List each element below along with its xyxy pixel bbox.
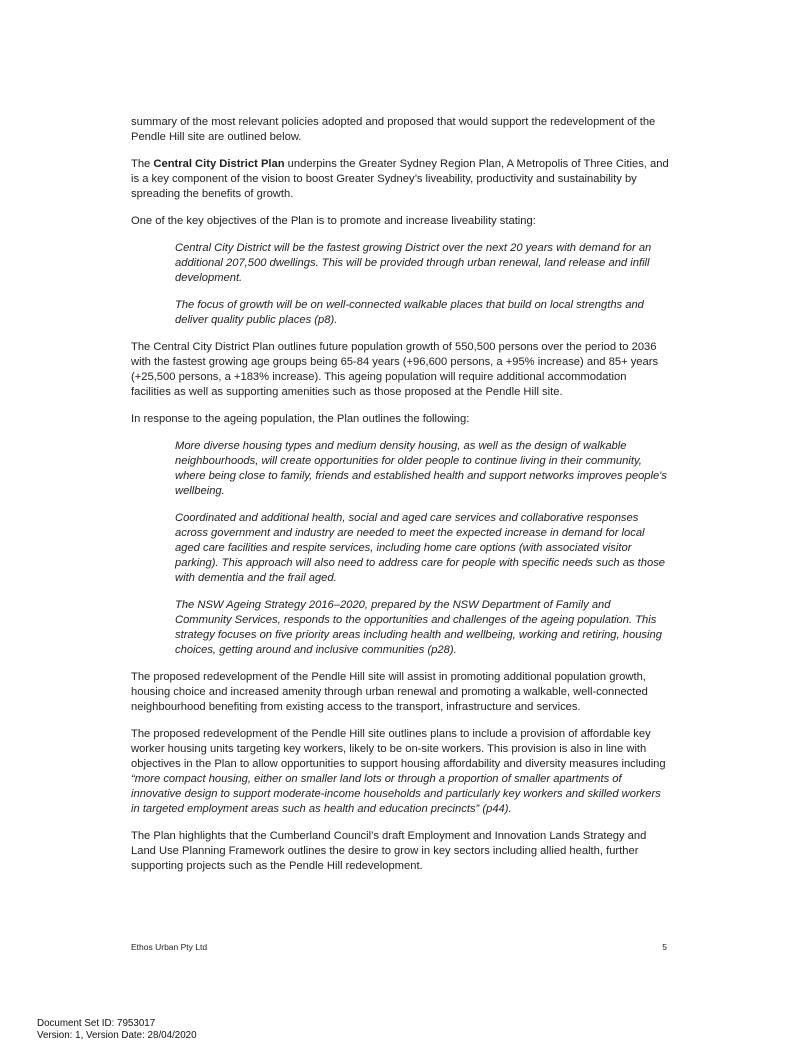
page-footer bbox=[131, 942, 667, 953]
intro-paragraph: summary of the most relevant policies adopted and proposed that would support the redevelopment of the Pendle Hill site are outlined below. bbox=[131, 116, 656, 143]
walkable-places-quote: The focus of growth will be on well-connected walkable places that build on local strengths and deliver quality public places (p8). bbox=[175, 299, 644, 326]
redevelopment-paragraph: The proposed redevelopment of the Pendle Hill site will assist in promoting additional population growth, housing choice and increased amenity through urban renewal and promoting a walkable, well-connected neighbourhood benefiting from existing access to the transport, infrastructure and services. bbox=[131, 671, 648, 713]
ageing-population-paragraph: In response to the ageing population, the Plan outlines the following: bbox=[131, 413, 470, 425]
population-growth-paragraph: The Central City District Plan outlines future population growth of 550,500 persons over the period to 2036 with the fastest growing age groups being 65-84 years (+96,600 persons, a +95% increase) and 85+ years (+25,500 persons, a +183% increase). This ageing population will require additional accommodation facilities as well as supporting amenities such as those proposed at the Pendle Hill site. bbox=[131, 341, 659, 398]
aged-care-quote: Coordinated and additional health, social and aged care services and collaborative responses across government and industry are needed to meet the expected increase in demand for local aged care facilities and respite services, including home care options (with associated visitor parking). This approach will also need to address care for people with specific needs such as those with dementia and the frail aged. bbox=[175, 512, 666, 584]
liveability-objective-paragraph: One of the key objectives of the Plan is to promote and increase liveability stating: bbox=[131, 215, 536, 227]
diverse-housing-quote: More diverse housing types and medium density housing, as well as the design of walkable neighbourhoods, will create opportunities for older people to continue living in their community, where being close to family, friends and established health and support networks improves people's wellbeing. bbox=[175, 440, 667, 497]
district-plan-paragraph bbox=[131, 157, 669, 202]
growth-quote: Central City District will be the fastest growing District over the next 20 years with demand for an additional 207,500 dwellings. This will be provided through urban renewal, land release and infill development. bbox=[175, 242, 652, 284]
footer-page-number: 5 bbox=[662, 942, 667, 952]
key-worker-paragraph bbox=[131, 727, 669, 817]
document-meta bbox=[37, 1018, 197, 1042]
key-worker-quote: “more compact housing, either on smaller land lots or through a proportion of smaller apartments of innovative design to support moderate-income households and particularly key workers and skilled workers in targeted employment areas such as health and education precincts” (p44). bbox=[131, 773, 661, 815]
district-plan-description: underpins the Greater Sydney Region Plan, A Metropolis of Three Cities, and is a key component of the vision to boost Greater Sydney’s liveability, productivity and sustainability by spreading the benefits of growth. bbox=[131, 158, 669, 200]
document-body bbox=[131, 115, 669, 886]
district-plan-prefix: The bbox=[131, 158, 154, 170]
document-set-id: Document Set ID: 7953017 bbox=[37, 1018, 156, 1029]
district-plan-title: Central City District Plan bbox=[153, 158, 285, 170]
key-worker-text: The proposed redevelopment of the Pendle Hill site outlines plans to include a provision of affordable key worker housing units targeting key workers, likely to be on-site workers. This provision is also in line with objectives in the Plan to allow opportunities to support housing affordability and diversity measures including bbox=[131, 728, 666, 770]
document-version: Version: 1, Version Date: 28/04/2020 bbox=[37, 1030, 197, 1041]
footer-company: Ethos Urban Pty Ltd bbox=[131, 942, 208, 952]
ageing-strategy-quote: The NSW Ageing Strategy 2016–2020, prepared by the NSW Department of Family and Community Services, responds to the opportunities and challenges of the ageing population. This strategy focuses on five priority areas including health and wellbeing, working and retiring, housing choices, getting around and inclusive communities (p28). bbox=[175, 599, 662, 656]
council-strategy-paragraph: The Plan highlights that the Cumberland Council’s draft Employment and Innovation Lands Strategy and Land Use Planning Framework outlines the desire to grow in key sectors including allied health, further supporting projects such as the Pendle Hill redevelopment. bbox=[131, 830, 647, 872]
